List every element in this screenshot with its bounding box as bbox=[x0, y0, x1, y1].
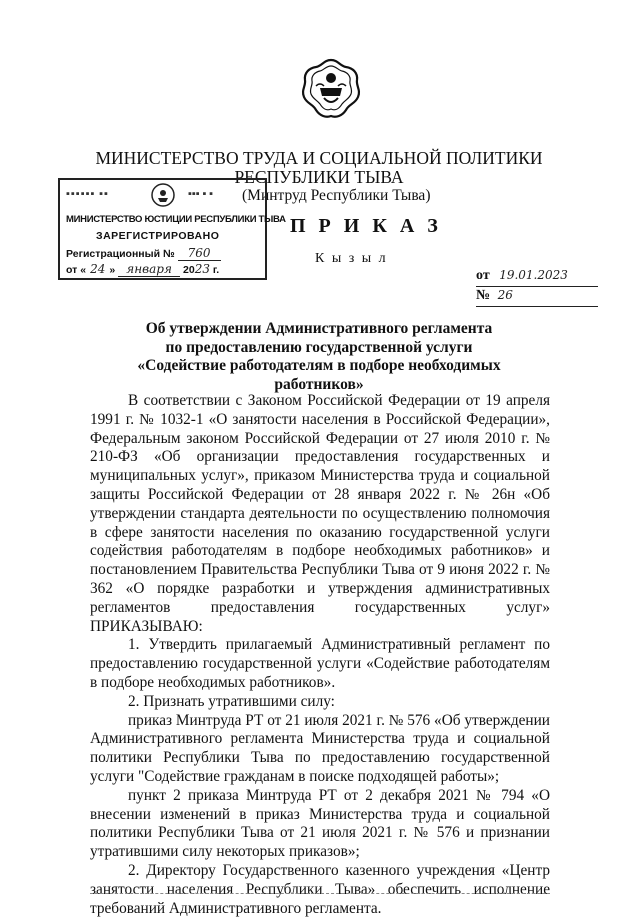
stamp-date-day: 24 bbox=[90, 262, 106, 276]
stamp-date-mid: » bbox=[109, 264, 116, 276]
stamp-date-year-prefix: 20 bbox=[183, 264, 195, 276]
order-date-value: 19.01.2023 bbox=[499, 268, 568, 282]
stamp-reg-value: 760 bbox=[178, 246, 221, 261]
preamble-paragraph: В соответствии с Законом Российской Федерации от 19 апреля 1991 г. № 1032-1 «О занятости населения в Российской Федерации», Федеральным законом Российской Федерации от 27 июля 2010 г. № 210-ФЗ «Об организации предоставления государственных и муниципальных услуг», приказом Министерства труда и социальной защиты Российской Федерации от 28 января 2022 г. № 26н «Об утверждении стандарта деятельности по осуществлению полномочия в сфере занятости населения по оказанию государственной услуги содействия работодателям в подборе необходимых работников» и постановлением Правительства Республики Тыва от 9 июня 2022 г. № 362 «О порядке разработки и утверждения административных регламентов предоставления государственных услуг» ПРИКАЗЫВАЮ: bbox=[90, 392, 550, 635]
stamp-seal-icon bbox=[150, 182, 176, 208]
order-date-label: от bbox=[476, 268, 490, 283]
document-title-line3: «Содействие работодателям в подборе необходимых работников» bbox=[137, 357, 501, 393]
stamp-date-year: 23 bbox=[194, 262, 210, 276]
city-name: К ы з ы л bbox=[315, 251, 388, 266]
registration-stamp bbox=[58, 178, 286, 280]
stamp-org: МИНИСТЕРСТВО ЮСТИЦИИ РЕСПУБЛИКИ ТЫВА bbox=[66, 214, 286, 225]
stamp-noise-left: ▪▪▪▪▪▪ ▪▪ bbox=[66, 188, 109, 200]
document-title-line2: по предоставлению государственной услуги bbox=[165, 338, 473, 356]
stamp-date-prefix: от « bbox=[66, 264, 87, 276]
document-title bbox=[95, 320, 543, 394]
stamp-date-month: января bbox=[118, 262, 180, 277]
order-number-label: № bbox=[476, 288, 491, 303]
clause-2-item-2: пункт 2 приказа Минтруда РТ от 2 декабря 2021 № 794 «О внесении изменений в приказ Министерства труда и социальной политики Республики Тыва от 21 июля 2021 г. № 576 и признании утратившими силу некоторых приказов»; bbox=[90, 786, 550, 861]
document-title-line1: Об утверждении Административного регламента bbox=[145, 320, 493, 337]
document-body bbox=[90, 392, 550, 918]
clause-2: 2. Признать утратившими силу: bbox=[128, 692, 335, 710]
clause-1: 1. Утвердить прилагаемый Административный регламент по предоставлению государственной услуги «Содействие работодателям в подборе необходимых работников». bbox=[90, 636, 550, 691]
ministry-short-name: (Минтруд Республики Тыва) bbox=[242, 187, 431, 204]
clause-2-item-1: приказ Минтруда РТ от 21 июля 2021 г. № 576 «Об утверждении Административного регламента Министерства труда и социальной политики Республики Тыва по предоставлению государственной услуги "Содействие гражданам в поиске подходящей работы»; bbox=[90, 711, 550, 785]
stamp-date bbox=[66, 262, 219, 277]
order-number bbox=[476, 288, 598, 307]
scan-edge-line bbox=[90, 893, 550, 894]
stamp-reg-number bbox=[66, 246, 221, 260]
stamp-date-suffix: г. bbox=[212, 264, 220, 276]
stamp-status: ЗАРЕГИСТРИРОВАНО bbox=[96, 230, 220, 242]
doc-type-title: П Р И К А З bbox=[290, 215, 442, 237]
ministry-name-line1: МИНИСТЕРСТВО ТРУДА И СОЦИАЛЬНОЙ ПОЛИТИКИ bbox=[95, 148, 543, 168]
clause-3: 2. Директору Государственного казенного учреждения «Центр занятости населения Республики Тыва» обеспечить исполнение требований Административного регламента. bbox=[90, 861, 550, 917]
stamp-reg-label: Регистрационный № bbox=[66, 248, 175, 260]
order-number-value: 26 bbox=[497, 288, 513, 302]
coat-of-arms-emblem bbox=[300, 58, 362, 120]
order-date bbox=[476, 268, 598, 287]
ministry-name-line2: РЕСПУБЛИКИ ТЫВА bbox=[234, 167, 404, 187]
stamp-noise-right: ▪▪▪ ▪ ▪ bbox=[188, 188, 213, 200]
